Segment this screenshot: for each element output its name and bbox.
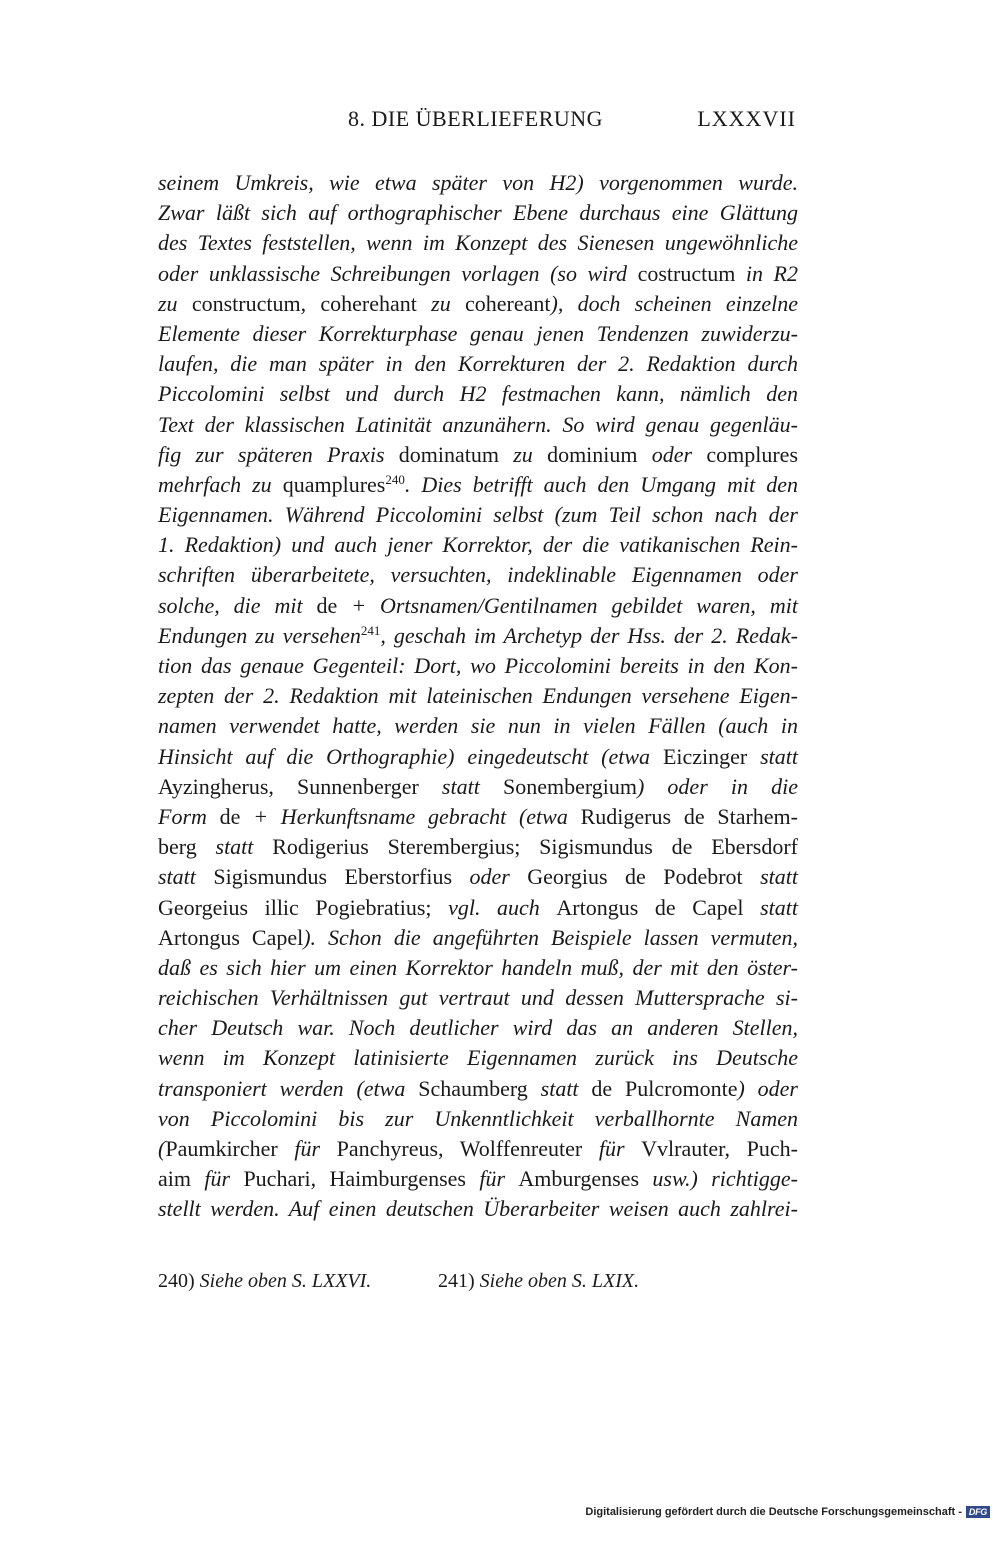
footnote-text: Siehe oben S. LXXVI.: [199, 1270, 372, 1292]
italic-text: zepten der 2. Redaktion mit lateinischen Endungen versehene Eigen-: [158, 683, 798, 709]
roman-text: Schaumberg: [418, 1075, 528, 1101]
text-line: [158, 772, 798, 802]
italic-text: + Herkunftsname gebracht (etwa: [240, 803, 581, 829]
italic-text: statt: [743, 894, 798, 920]
text-line: [158, 289, 798, 319]
italic-text: laufen, die man später in den Korrekturen der 2. Redaktion durch: [158, 351, 798, 377]
text-line: [158, 440, 798, 470]
italic-text: , geschah im Archetyp der Hss. der 2. Redak-: [380, 622, 798, 648]
italic-text: statt: [158, 864, 214, 890]
dfg-logo-icon: DFG: [966, 1506, 990, 1518]
text-line: [158, 983, 798, 1013]
roman-text: de Pulcromonte: [591, 1075, 738, 1101]
text-line: [158, 832, 798, 862]
italic-text: fig zur späteren Praxis: [158, 441, 399, 467]
italic-text: vgl. auch: [431, 894, 557, 920]
italic-text: schriften überarbeitete, versuchten, indeklinable Eigennamen oder: [158, 562, 798, 588]
roman-text: Sigismundus Eberstorfius: [213, 864, 453, 890]
italic-text: statt: [418, 773, 503, 799]
italic-text: für: [582, 1136, 642, 1161]
text-line: [158, 923, 798, 953]
text-line: [158, 862, 798, 892]
italic-text: Zwar läßt sich auf orthographischer Ebene durchaus eine Glättung: [158, 200, 798, 226]
roman-text: Sonembergium: [502, 773, 637, 799]
italic-text: des Textes feststellen, wenn im Konzept des Sienesen ungewöhnliche: [158, 230, 798, 256]
italic-text: namen verwendet hatte, werden sie nun in vielen Fällen (auch in: [158, 713, 798, 739]
body-text: [158, 168, 798, 1225]
roman-text: Artongus de Capel: [556, 894, 744, 920]
roman-text: complures: [706, 441, 799, 467]
roman-text: Ayzingherus, Sunnenberger: [158, 773, 419, 799]
text-line: [158, 591, 798, 621]
italic-text: zu: [416, 290, 466, 316]
text-line: [158, 1194, 798, 1224]
text-line: [158, 953, 798, 983]
digitization-credit: [585, 1506, 990, 1518]
roman-text: Artongus Capel: [158, 924, 304, 950]
footnote-240: [158, 1270, 371, 1293]
text-line: [158, 198, 798, 228]
roman-text: de: [219, 803, 241, 829]
italic-text: wenn im Konzept latinisierte Eigennamen zurück ins Deutsche: [158, 1045, 798, 1071]
text-line: [158, 742, 798, 772]
text-line: [158, 1013, 798, 1043]
text-line: [158, 168, 798, 198]
italic-text: Endungen zu versehen: [158, 622, 361, 648]
italic-text: usw.) richtigge-: [639, 1166, 798, 1192]
italic-text: Eigennamen. Während Piccolomini selbst (zum Teil schon nach der: [158, 502, 798, 528]
italic-text: Hinsicht auf die Orthographie) eingedeutscht (etwa: [158, 743, 663, 769]
roman-text: Georgius de Podebrot: [527, 864, 743, 890]
italic-text: von Piccolomini bis zur Unkenntlichkeit verballhornte Namen: [158, 1105, 798, 1131]
roman-text: Rudigerus de Starhem-: [580, 803, 798, 829]
roman-text: Amburgenses: [518, 1166, 640, 1192]
running-head: [158, 106, 796, 140]
footnote-ref: 241: [360, 622, 381, 638]
text-line: [158, 560, 798, 590]
italic-text: solche, die mit: [158, 592, 317, 618]
italic-text: oder: [637, 441, 707, 467]
roman-text: dominatum: [398, 441, 499, 467]
italic-text: zu: [158, 290, 192, 316]
italic-text: für: [191, 1166, 244, 1192]
italic-text: . Dies betrifft auch den Umgang mit den: [404, 471, 798, 497]
italic-text: (: [158, 1136, 166, 1161]
text-line: [158, 349, 798, 379]
text-line: [158, 1134, 798, 1164]
roman-text: Puchari, Haimburgenses: [243, 1166, 466, 1192]
italic-text: stellt werden. Auf einen deutschen Überarbeiter weisen auch zahlrei-: [158, 1196, 798, 1222]
italic-text: cher Deutsch war. Noch deutlicher wird das an anderen Stellen,: [158, 1015, 798, 1041]
italic-text: ), doch scheinen einzelne: [550, 290, 798, 316]
italic-text: daß es sich hier um einen Korrektor handeln muß, der mit den öster-: [158, 954, 798, 980]
roman-text: costructum: [637, 260, 736, 286]
italic-text: ) oder: [737, 1075, 798, 1101]
italic-text: 1. Redaktion) und auch jener Korrektor, der die vatikanischen Rein-: [158, 532, 798, 558]
text-line: [158, 470, 798, 500]
text-line: [158, 651, 798, 681]
italic-text: seinem Umkreis, wie etwa später von H2) vorgenommen wurde.: [158, 170, 798, 195]
text-line: [158, 530, 798, 560]
italic-text: statt: [742, 864, 799, 890]
roman-text: aim: [158, 1166, 191, 1192]
text-line: [158, 1043, 798, 1073]
text-line: [158, 1164, 798, 1194]
italic-text: ) oder in die: [636, 773, 798, 799]
roman-text: Panchyreus, Wolffenreuter: [336, 1136, 583, 1161]
italic-text: Form: [158, 803, 220, 829]
italic-text: statt: [196, 834, 273, 860]
italic-text: für: [465, 1166, 519, 1192]
italic-text: Piccolomini selbst und durch H2 festmachen kann, nämlich den: [158, 381, 798, 407]
italic-text: statt: [747, 743, 799, 769]
text-line: [158, 1074, 798, 1104]
roman-text: berg: [158, 834, 197, 860]
roman-text: Eiczinger: [662, 743, 748, 769]
roman-text: constructum, coherehant: [191, 290, 417, 316]
text-line: [158, 500, 798, 530]
footnote-241: [438, 1270, 639, 1293]
text-line: [158, 711, 798, 741]
italic-text: reichischen Verhältnissen gut vertraut und dessen Muttersprache si-: [158, 985, 798, 1011]
roman-text: dominium: [547, 441, 638, 467]
italic-text: für: [277, 1136, 337, 1161]
text-line: [158, 379, 798, 409]
italic-text: oder unklassische Schreibungen vorlagen (so wird: [158, 260, 638, 286]
footnote-text: Siehe oben S. LXIX.: [479, 1270, 640, 1292]
text-line: [158, 259, 798, 289]
roman-text: Georgeius illic Pogiebratius;: [158, 894, 432, 920]
italic-text: in R2: [735, 260, 798, 286]
text-line: [158, 893, 798, 923]
text-line: [158, 319, 798, 349]
text-line: [158, 1104, 798, 1134]
italic-text: + Ortsnamen/Gentilnamen gebildet waren, mit: [337, 592, 798, 618]
italic-text: Text der klassischen Latinität anzunähern. So wird genau gegenläu-: [158, 411, 798, 437]
roman-text: quamplures: [282, 471, 386, 497]
text-line: [158, 228, 798, 258]
italic-text: statt: [527, 1075, 592, 1101]
roman-text: Rodigerius Sterembergius; Sigismundus de Ebersdorf: [272, 834, 798, 860]
page-number: LXXXVII: [697, 106, 796, 131]
text-line: [158, 681, 798, 711]
italic-text: transponiert werden (etwa: [158, 1075, 419, 1101]
roman-text: de: [316, 592, 338, 618]
italic-text: oder: [452, 864, 528, 890]
footnotes: [158, 1270, 798, 1300]
roman-text: Paumkircher: [165, 1136, 278, 1161]
italic-text: ). Schon die angeführten Beispiele lassen vermuten,: [303, 924, 799, 950]
italic-text: Elemente dieser Korrekturphase genau jenen Tendenzen zuwiderzu-: [158, 320, 798, 346]
italic-text: tion das genaue Gegenteil: Dort, wo Piccolomini bereits in den Kon-: [158, 653, 798, 678]
chapter-title: 8. DIE ÜBERLIEFERUNG: [348, 106, 604, 131]
italic-text: zu: [498, 441, 548, 467]
footnote-number: 241): [438, 1270, 475, 1292]
footnote-number: 240): [158, 1270, 195, 1292]
footnote-ref: 240: [385, 471, 405, 487]
credit-text: Digitalisierung gefördert durch die Deutsche Forschungsgemeinschaft -: [585, 1506, 962, 1518]
roman-text: cohereant: [465, 290, 551, 316]
text-line: [158, 410, 798, 440]
text-line: [158, 621, 798, 651]
text-line: [158, 802, 798, 832]
italic-text: mehrfach zu: [158, 471, 283, 497]
roman-text: Vvlrauter, Puch-: [641, 1136, 798, 1161]
